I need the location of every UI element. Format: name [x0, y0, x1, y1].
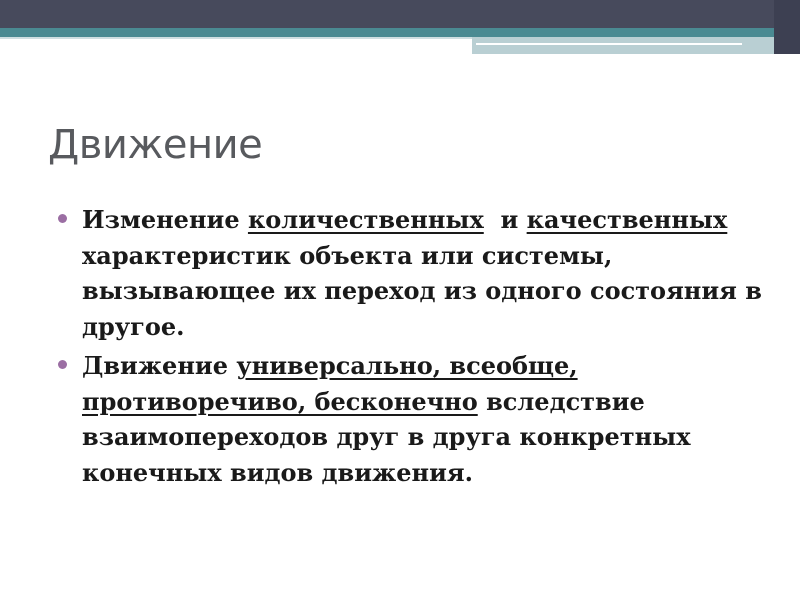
header-band-dark-corner [774, 0, 800, 54]
bullet-text-underlined: количественных [247, 205, 484, 234]
bullet-text-part: Движение [82, 351, 237, 380]
header-band-teal [0, 28, 774, 37]
header-band-teal-light [472, 37, 774, 54]
bullet-text-underlined: универсально, всеобще, противоречиво, бесконечно [82, 351, 578, 416]
bullet-item [58, 348, 778, 490]
bullet-text-part: и [483, 205, 527, 234]
bullet-text-underlined: качественных [526, 205, 728, 234]
header-band-highlight [476, 43, 742, 45]
bullet-text-part: вследствие взаимопереходов друг в друга конкретных конечных видов движения. [82, 386, 691, 487]
bullet-text-part: характеристик объекта или системы, вызывающее их переход из одного состояния в другое. [82, 240, 762, 341]
bullet-item [58, 202, 778, 344]
bullet-dot-icon [58, 360, 67, 369]
bullet-text-part: Изменение [82, 205, 248, 234]
bullet-dot-icon [58, 214, 67, 223]
slide-title: Движение [48, 122, 263, 168]
header-band-dark [0, 0, 800, 28]
bullet-list [58, 202, 778, 494]
header-band-thin [0, 37, 472, 39]
